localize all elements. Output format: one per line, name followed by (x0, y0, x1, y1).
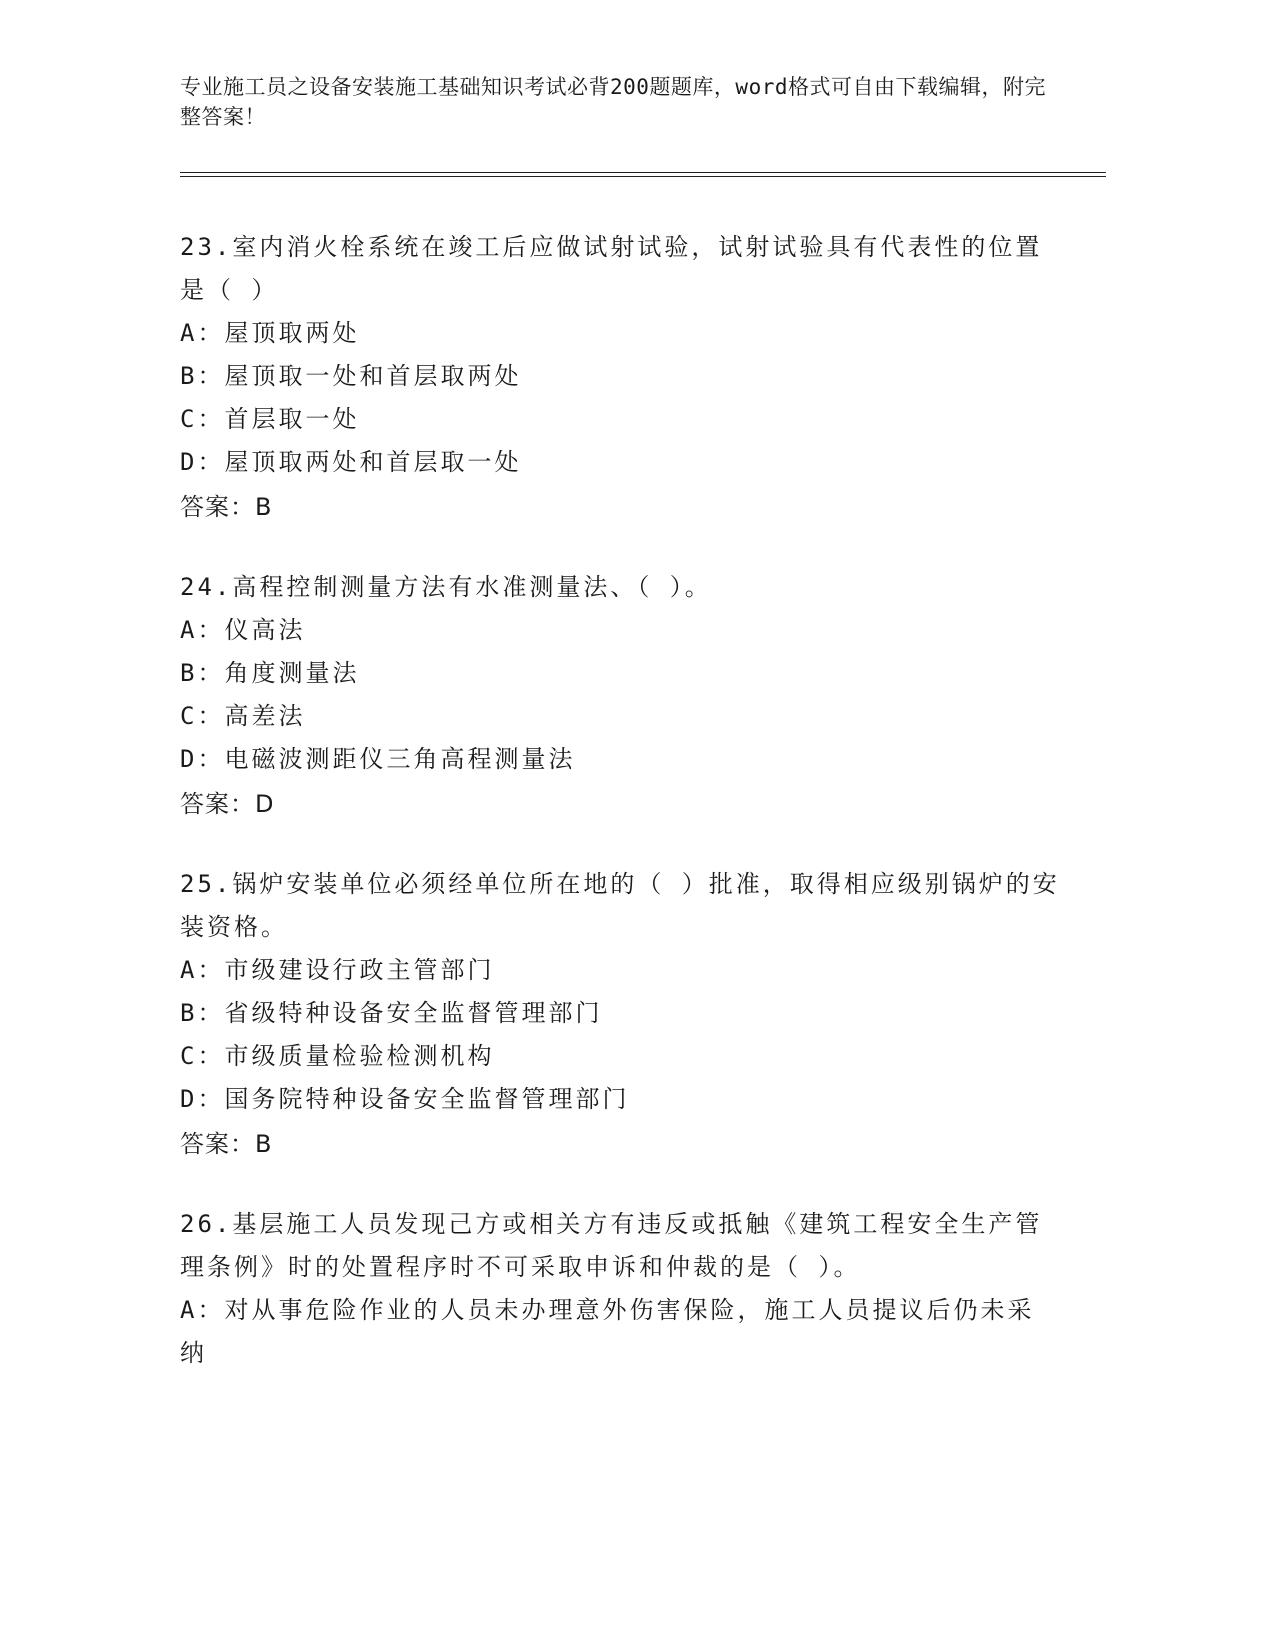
answer-line: 答案：D (180, 790, 275, 818)
option-c: C：高差法 (180, 702, 306, 730)
option-d: D：屋顶取两处和首层取一处 (180, 448, 522, 476)
question-stem: 26.基层施工人员发现己方或相关方有违反或抵触《建筑工程安全生产管理条例》时的处置程序时不可采取申诉和仲裁的是（ ）。 (180, 1210, 1043, 1281)
question-stem: 24.高程控制测量方法有水准测量法、（ ）。 (180, 573, 712, 601)
option-d: D：电磁波测距仪三角高程测量法 (180, 745, 576, 773)
document-header: 专业施工员之设备安装施工基础知识考试必背200题题库，word格式可自由下载编辑，附完整答案！ (180, 75, 1046, 129)
question-stem: 25.锅炉安装单位必须经单位所在地的（ ）批准，取得相应级别锅炉的安装资格。 (180, 870, 1060, 941)
option-c: C：市级质量检验检测机构 (180, 1042, 495, 1070)
header-divider-top (180, 172, 1106, 173)
option-b: B：省级特种设备安全监督管理部门 (180, 999, 603, 1027)
header-divider-bottom (180, 176, 1106, 177)
option-d: D：国务院特种设备安全监督管理部门 (180, 1085, 630, 1113)
answer-line: 答案：B (180, 1130, 273, 1158)
answer-line: 答案：B (180, 493, 273, 521)
question-24 (180, 566, 1060, 827)
question-26 (180, 1203, 1060, 1375)
question-23 (180, 226, 1060, 530)
question-list (180, 226, 1060, 1411)
question-stem: 23.室内消火栓系统在竣工后应做试射试验，试射试验具有代表性的位置是（ ） (180, 233, 1043, 304)
option-b: B：角度测量法 (180, 659, 360, 687)
option-a: A：屋顶取两处 (180, 319, 360, 347)
option-a: A：仪高法 (180, 616, 306, 644)
option-a: A：市级建设行政主管部门 (180, 956, 495, 984)
option-c: C：首层取一处 (180, 405, 360, 433)
question-25 (180, 863, 1060, 1167)
option-b: B：屋顶取一处和首层取两处 (180, 362, 522, 390)
option-a: A：对从事危险作业的人员未办理意外伤害保险，施工人员提议后仍未采纳 (180, 1296, 1035, 1367)
